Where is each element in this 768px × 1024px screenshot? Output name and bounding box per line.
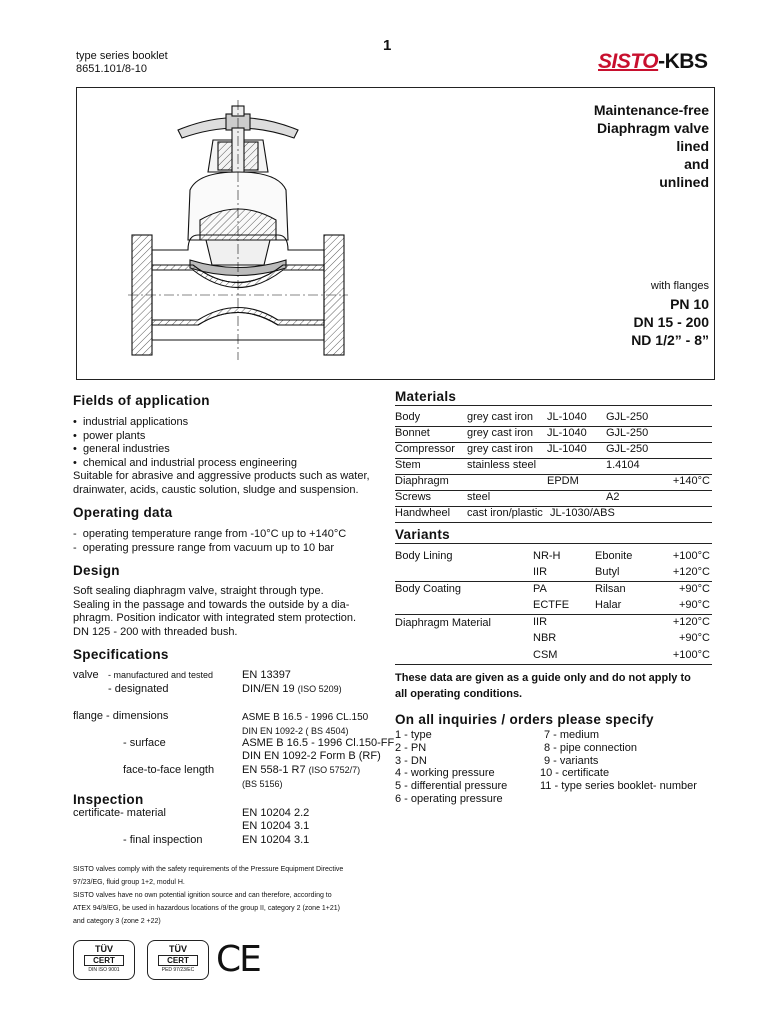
cert-top: TÜV <box>169 944 187 954</box>
title-line: and <box>684 156 709 172</box>
operating-heading: Operating data <box>73 505 173 520</box>
spec-value: EN 10204 2.2 <box>242 807 310 819</box>
flanges-label: with flanges <box>650 280 709 292</box>
list-item: 2 - PN <box>395 741 427 754</box>
sisto-kbs-logo <box>598 50 707 74</box>
variant-row: IIR Butyl +120°C <box>395 565 712 582</box>
cert-bottom: DIN ISO 9001 <box>88 967 120 973</box>
footnote-line: ATEX 94/9/EG, be used in hazardous locations of the group II, category 2 (zone 1+21) <box>73 905 341 912</box>
footnote-line: SISTO valves comply with the safety requirements of the Pressure Equipment Directive <box>73 866 344 873</box>
inquiries-left-list <box>395 729 545 806</box>
title-line: Maintenance-free <box>593 102 709 118</box>
spec-value: DIN EN 1092-2 Form B (RF) <box>242 750 381 762</box>
variant-group-label: Body Coating <box>395 583 462 595</box>
spec-value: (BS 5156) <box>242 779 283 789</box>
variants-rule <box>395 543 712 544</box>
spec-label: flange - dimensions <box>73 710 169 722</box>
spec-value: DIN EN 1092-2 ( BS 4504) <box>242 726 349 736</box>
cert-mid: CERT <box>84 955 124 966</box>
material-row: Bonnet grey cast iron JL-1040 GJL-250 <box>395 426 712 443</box>
variant-row: ECTFE Halar +90°C <box>395 598 712 615</box>
list-item: • power plants <box>73 429 146 442</box>
list-item: 3 - DN <box>395 754 427 767</box>
list-item: • chemical and industrial process engineering <box>73 456 297 469</box>
spec-value: EN 10204 3.1 <box>242 820 310 832</box>
list-item: 4 - working pressure <box>395 767 495 780</box>
footnote-line: 97/23/EG, fluid group 1+2, modul H. <box>73 879 185 886</box>
spec-value: ASME B 16.5 - 1996 CL.150 <box>242 712 369 723</box>
material-row: Compressor grey cast iron JL-1040 GJL-250 <box>395 442 712 459</box>
booklet-label: type series booklet <box>76 50 168 62</box>
variant-row: NBR +90°C <box>533 632 710 644</box>
footnote-line: SISTO valves have no own potential ignition source and can therefore, according to <box>73 892 332 899</box>
spec-label: valve <box>73 669 99 681</box>
flanges-pn: PN 10 <box>670 296 709 312</box>
variant-row: IIR +120°C <box>533 616 710 628</box>
design-line: Sealing in the passage and towards the outside by a dia- <box>73 598 350 611</box>
spec-label: certificate- material <box>73 807 166 819</box>
guide-note-line: These data are given as a guide only and do not apply to <box>395 672 691 684</box>
spec-value: ASME B 16.5 - 1996 Cl.150-FF <box>242 737 395 749</box>
list-item: 10 - certificate <box>540 767 610 780</box>
cert-mid: CERT <box>158 955 198 966</box>
specifications-heading: Specifications <box>73 647 169 662</box>
design-line: phragm. Position indicator with integrated stem protection. <box>73 612 357 624</box>
tuv-cert-ped-logo <box>147 940 209 980</box>
material-row: Handwheel cast iron/plastic JL-1030/ABS <box>395 506 712 523</box>
list-item: 11 - type series booklet- number <box>540 780 697 793</box>
design-heading: Design <box>73 563 120 578</box>
flanges-nd: ND 1/2” - 8” <box>631 332 709 348</box>
spec-label: - final inspection <box>123 834 203 846</box>
inspection-heading: Inspection <box>73 792 144 807</box>
material-row: Body grey cast iron JL-1040 GJL-250 <box>395 410 712 427</box>
material-row: Screws steel A2 <box>395 490 712 507</box>
spec-value: EN 10204 3.1 <box>242 834 310 846</box>
logo-kbs: -KBS <box>658 50 708 73</box>
spec-value: DIN/EN 19 (ISO 5209) <box>242 683 342 695</box>
list-item: • industrial applications <box>73 416 189 428</box>
page-number: 1 <box>383 37 392 54</box>
spec-label: - surface <box>123 737 166 749</box>
title-line: lined <box>676 138 709 154</box>
material-row: Diaphragm EPDM +140°C <box>395 474 712 491</box>
fields-list <box>73 416 393 497</box>
list-item: 8 - pipe connection <box>544 741 637 754</box>
spec-value: EN 558-1 R7 (ISO 5752/7) <box>242 764 361 776</box>
variant-group-label: Body Lining <box>395 550 453 562</box>
design-line: Soft sealing diaphragm valve, straight through type. <box>73 585 324 597</box>
materials-heading: Materials <box>395 389 457 404</box>
product-title <box>489 101 709 191</box>
list-item: - operating pressure range from vacuum up to 10 bar <box>73 541 335 554</box>
operating-list <box>73 528 393 555</box>
title-line: Diaphragm valve <box>596 120 709 136</box>
flange-info <box>489 277 709 349</box>
list-item: 6 - operating pressure <box>395 792 503 805</box>
design-text <box>73 585 393 639</box>
list-item: 7 - medium <box>544 729 600 741</box>
footnote <box>73 863 403 928</box>
variant-row: NR-H Ebonite +100°C <box>533 550 710 562</box>
flanges-dn: DN 15 - 200 <box>633 314 709 330</box>
list-item: 1 - type <box>395 729 432 741</box>
booklet-number: 8651.101/8-10 <box>76 63 147 75</box>
cert-top: TÜV <box>95 944 113 954</box>
list-item: • general industries <box>73 443 170 455</box>
diaphragm-valve-drawing <box>128 100 352 362</box>
inquiries-right-list <box>540 729 715 793</box>
materials-rule <box>395 405 712 406</box>
inquiries-heading: On all inquiries / orders please specify <box>395 712 654 727</box>
cert-bottom: PED 97/23/EC <box>161 967 195 973</box>
spec-label: face-to-face length <box>123 764 215 776</box>
suitable-text: drainwater, acids, caustic solution, sludge and suspension. <box>73 483 359 496</box>
material-row: Stem stainless steel 1.4104 <box>395 458 712 475</box>
suitable-text: Suitable for abrasive and aggressive products such as water, <box>73 470 370 482</box>
variant-row: PA Rilsan +90°C <box>533 583 710 595</box>
variants-heading: Variants <box>395 527 450 542</box>
list-item: 5 - differential pressure <box>395 780 508 793</box>
design-line: DN 125 - 200 with threaded bush. <box>73 625 238 638</box>
logo-sisto: SISTO <box>598 50 659 73</box>
ce-mark: CE <box>216 939 260 980</box>
spec-label: - manufactured and tested <box>108 670 214 680</box>
spec-label: - designated <box>108 683 169 695</box>
list-item: - operating temperature range from -10°C up to +140°C <box>73 528 347 540</box>
tuv-cert-iso-logo <box>73 940 135 980</box>
title-line: unlined <box>659 174 709 190</box>
guide-note-line: all operating conditions. <box>395 688 523 700</box>
fields-heading: Fields of application <box>73 393 210 408</box>
footnote-line: and category 3 (zone 2 +22) <box>73 918 161 925</box>
variant-group-label: Diaphragm Material <box>395 617 491 629</box>
guide-note <box>395 670 715 702</box>
variant-row: CSM +100°C <box>395 648 712 665</box>
list-item: 9 - variants <box>544 754 599 767</box>
spec-value: EN 13397 <box>242 669 291 681</box>
